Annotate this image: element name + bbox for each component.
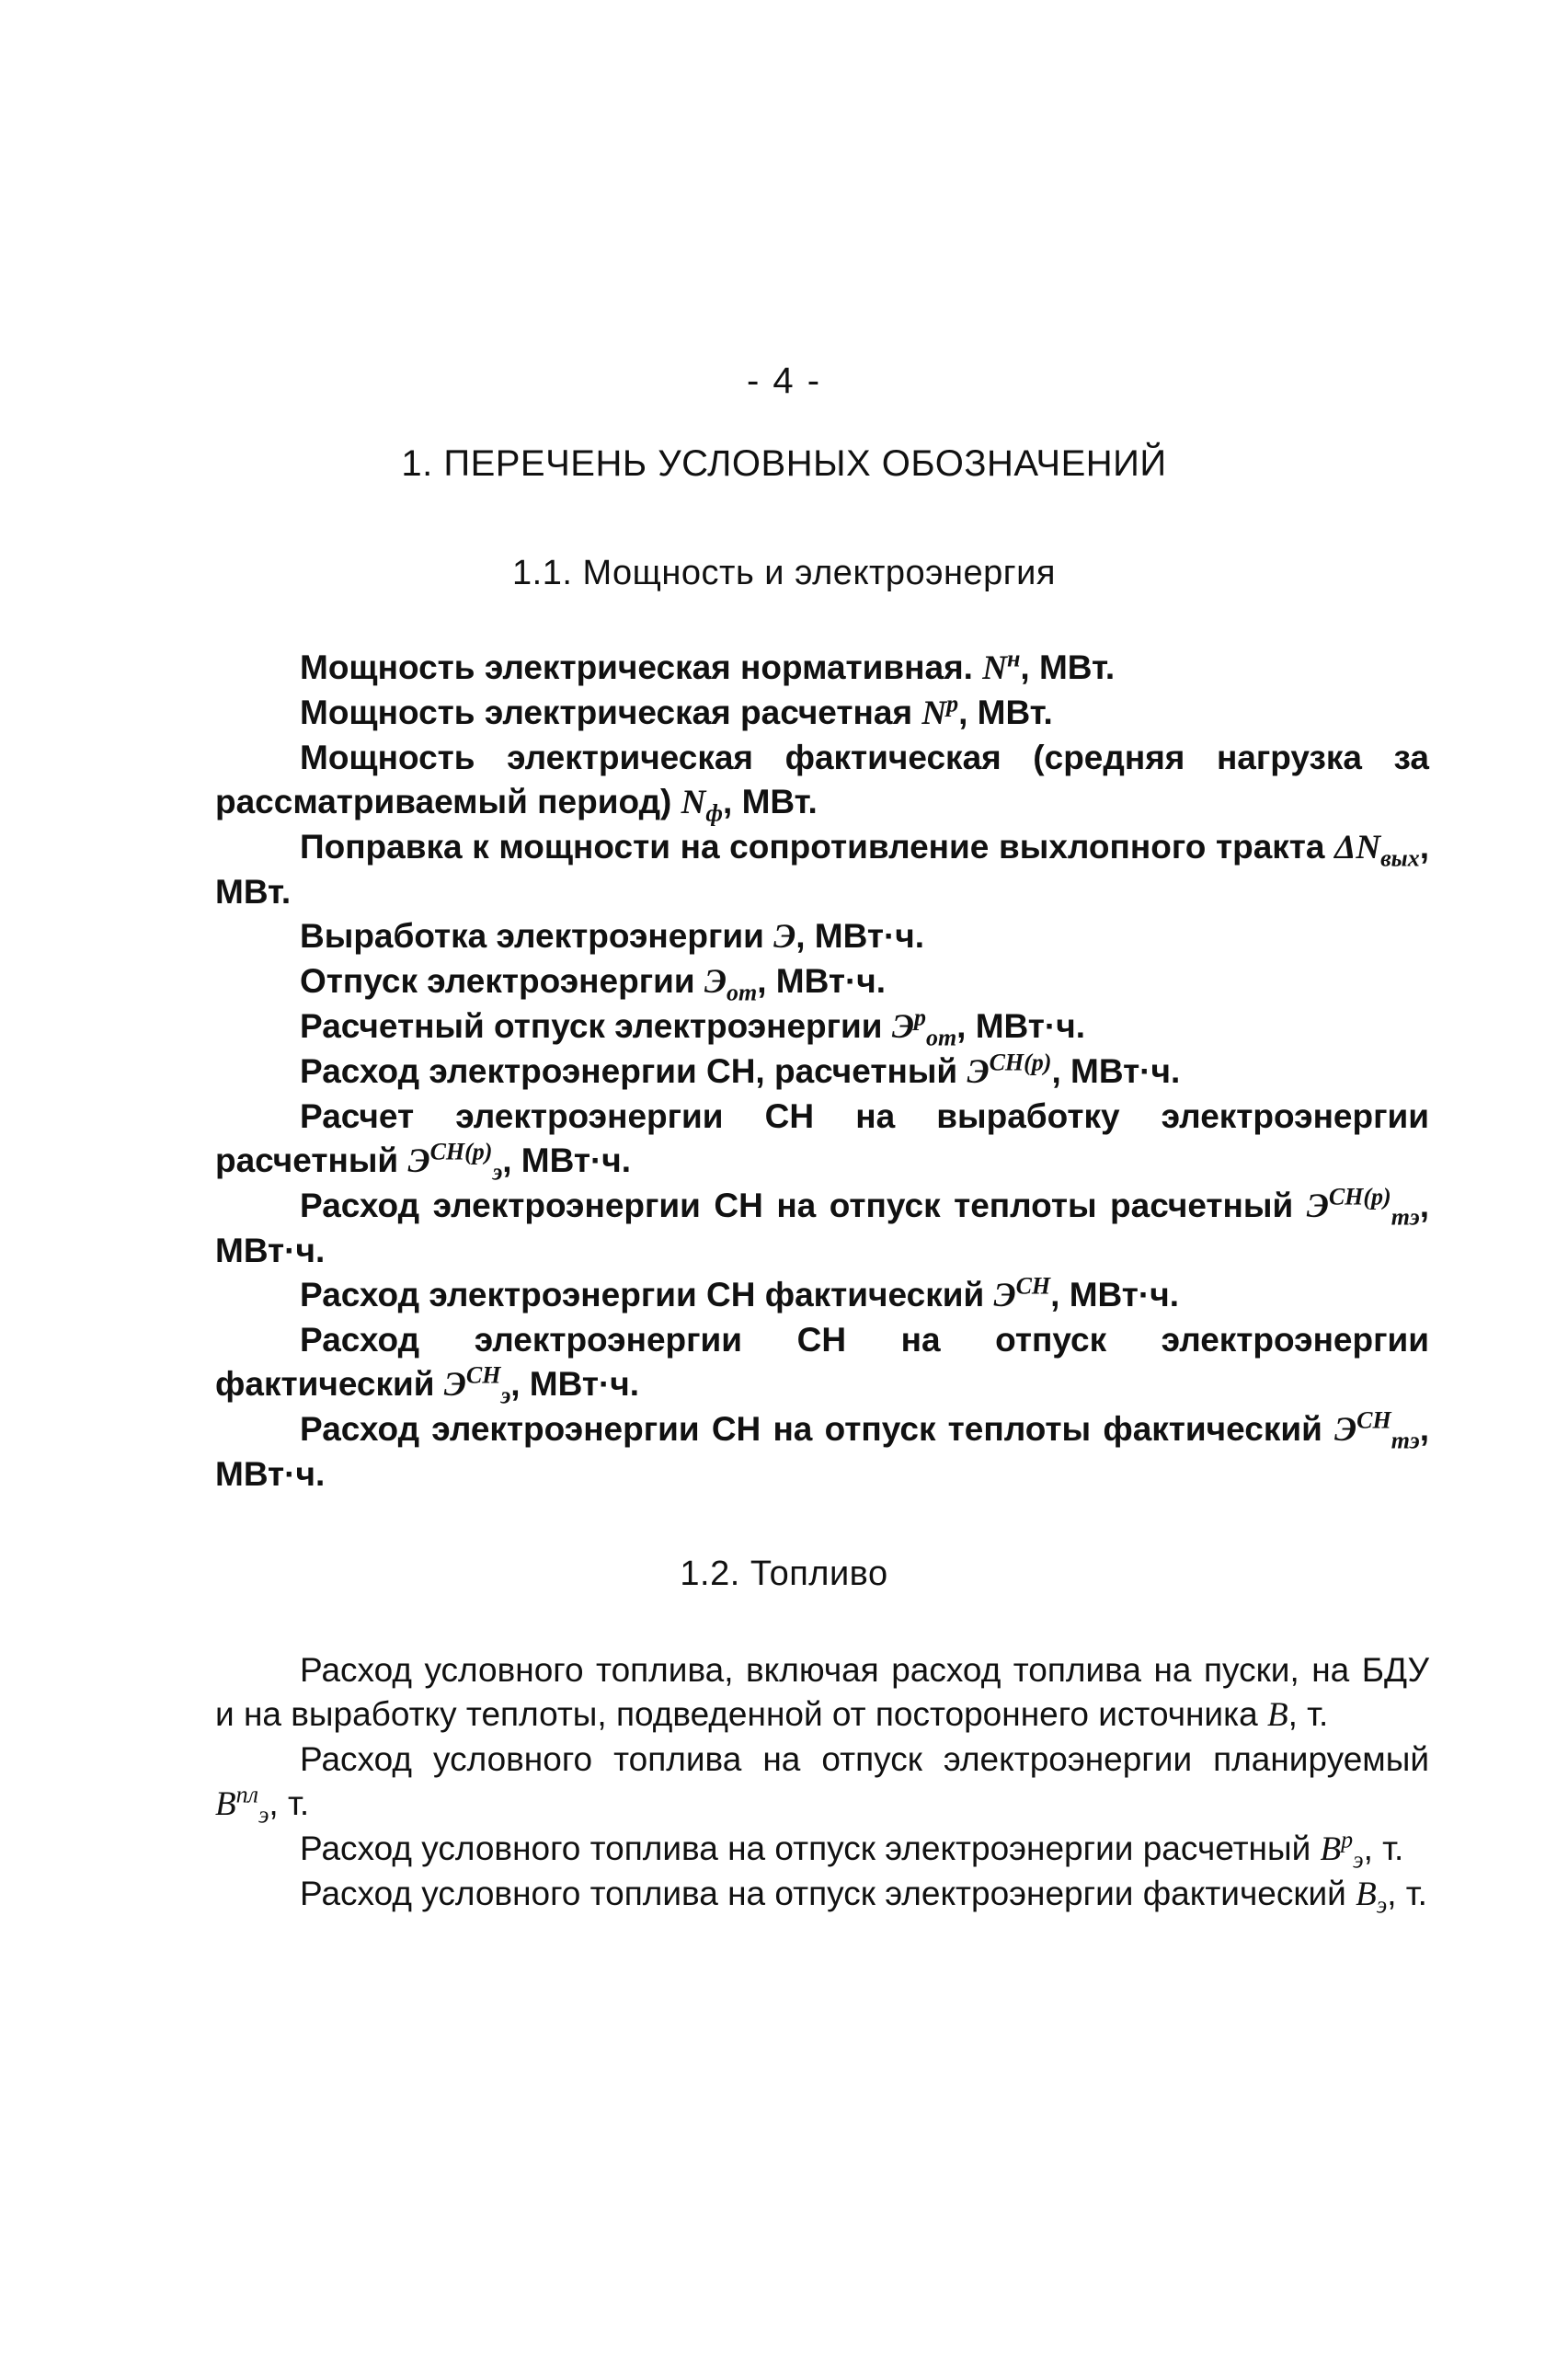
notation-item [215, 825, 1429, 914]
notation-unit: , МВт·ч. [1051, 1052, 1181, 1090]
notation-unit: , т. [1288, 1695, 1329, 1733]
notation-symbol [1334, 829, 1420, 872]
symbol-superscript: СН(р) [429, 1138, 493, 1165]
notation-symbol [1334, 1406, 1420, 1454]
notation-description: Мощность электрическая фактическая (средняя нагрузка за рассматриваемый период) [215, 739, 1429, 820]
notation-item [215, 1050, 1429, 1095]
symbol-superscript: р [913, 1004, 926, 1031]
symbol-base: Э [967, 1053, 990, 1091]
notation-unit: , МВт·ч. [757, 962, 887, 1000]
symbol-base: Э [773, 918, 796, 956]
notation-unit: , МВт. [215, 828, 1429, 911]
symbol-superscript: р [1341, 1826, 1354, 1853]
notation-description: Расход условного топлива, включая расход топлива на пуски, на БДУ и на выработку теплоты, подведенной от постороннего источника [215, 1651, 1429, 1733]
notation-item [215, 1184, 1429, 1273]
symbol-base: Э [704, 963, 727, 1001]
notation-unit: , МВт·ч. [1050, 1276, 1179, 1313]
notation-description: Расход электроэнергии СН на отпуск теплоты фактический [300, 1410, 1322, 1448]
notation-description: Расход условного топлива на отпуск электроэнергии планируемый [300, 1740, 1429, 1778]
notation-symbol [921, 690, 959, 732]
notation-symbol [681, 784, 724, 827]
notation-item [215, 1872, 1429, 1917]
notation-item [215, 1407, 1429, 1497]
symbol-subscript: от [726, 979, 758, 1006]
symbol-subscript: э [500, 1382, 511, 1409]
notation-item [215, 1095, 1429, 1184]
symbol-superscript: пл [235, 1781, 258, 1808]
symbol-base: В [1266, 1696, 1288, 1734]
notation-symbol [1267, 1696, 1288, 1734]
notation-symbol [773, 918, 795, 956]
notation-unit: , МВт·ч. [956, 1007, 1085, 1045]
notation-unit: , МВт·ч. [510, 1365, 640, 1403]
notation-description: Расход условного топлива на отпуск электроэнергии фактический [300, 1875, 1346, 1912]
notation-symbol [982, 645, 1021, 687]
symbol-base: В [1356, 1875, 1377, 1913]
notation-item [215, 1648, 1429, 1738]
notation-list-power [215, 646, 1429, 1497]
notation-description: Поправка к мощности на сопротивление выхлопного тракта [300, 828, 1325, 866]
symbol-base: N [921, 694, 947, 732]
notation-unit: , МВт. [1020, 648, 1116, 686]
symbol-base: Э [443, 1366, 466, 1404]
notation-item [215, 1738, 1429, 1827]
symbol-superscript: СН [465, 1361, 501, 1389]
notation-symbol [993, 1272, 1051, 1314]
section-heading-power: 1.1. Мощность и электроэнергия [512, 554, 1056, 592]
notation-item [215, 1827, 1429, 1872]
notation-symbol [407, 1138, 503, 1186]
symbol-subscript: ф [705, 799, 724, 827]
notation-description: Расход электроэнергии СН фактический [300, 1276, 985, 1313]
symbol-base: Э [407, 1142, 430, 1180]
notation-description: Расход электроэнергии СН на отпуск теплоты расчетный [300, 1187, 1294, 1224]
symbol-subscript: э [1353, 1846, 1364, 1874]
symbol-base: ΔN [1334, 829, 1381, 866]
symbol-base: В [1320, 1830, 1342, 1868]
symbol-superscript: СН(р) [989, 1049, 1052, 1076]
symbol-base: N [982, 649, 1007, 687]
symbol-subscript: э [1376, 1891, 1388, 1919]
notation-symbol [1306, 1183, 1420, 1231]
notation-symbol [1356, 1875, 1388, 1919]
symbol-subscript: тэ [1391, 1203, 1420, 1231]
notation-unit: , МВт·ч. [795, 917, 925, 955]
symbol-superscript: СН [1015, 1272, 1051, 1300]
notation-description: Мощность электрическая нормативная. [300, 648, 973, 686]
section-heading-fuel: 1.2. Топливо [680, 1554, 888, 1593]
notation-symbol [704, 963, 758, 1006]
notation-item [215, 646, 1429, 691]
symbol-base: Э [1306, 1187, 1329, 1225]
notation-item [215, 959, 1429, 1004]
symbol-subscript: э [492, 1158, 503, 1186]
notation-symbol [215, 1781, 269, 1829]
notation-description: Выработка электроэнергии [300, 917, 764, 955]
notation-unit: , т. [1363, 1830, 1404, 1867]
notation-description: Расход условного топлива на отпуск электроэнергии расчетный [300, 1830, 1311, 1867]
symbol-subscript: тэ [1391, 1427, 1420, 1454]
symbol-superscript: н [1006, 645, 1021, 672]
symbol-base: Э [1334, 1411, 1357, 1449]
notation-unit: , МВт. [958, 694, 1053, 731]
notation-symbol [891, 1004, 957, 1051]
notation-unit: , МВт·ч. [502, 1141, 632, 1179]
symbol-base: Э [993, 1277, 1016, 1314]
notation-description: Расчетный отпуск электроэнергии [300, 1007, 883, 1045]
symbol-superscript: СН [1356, 1406, 1391, 1434]
symbol-subscript: вых [1380, 844, 1420, 872]
symbol-base: N [681, 784, 706, 821]
notation-unit: , МВт·ч. [215, 1410, 1429, 1493]
notation-unit: , т. [269, 1784, 310, 1822]
notation-item [215, 736, 1429, 825]
notation-description: Расчет электроэнергии СН на выработку электроэнергии расчетный [215, 1097, 1429, 1179]
symbol-base: В [215, 1785, 236, 1823]
notation-list-fuel [215, 1648, 1429, 1917]
document-title: 1. ПЕРЕЧЕНЬ УСЛОВНЫХ ОБОЗНАЧЕНИЙ [401, 443, 1167, 484]
notation-unit: , МВт. [723, 783, 818, 820]
symbol-subscript: э [258, 1801, 269, 1829]
symbol-superscript: СН(р) [1328, 1183, 1391, 1210]
notation-item [215, 691, 1429, 736]
notation-description: Расход электроэнергии СН на отпуск электроэнергии фактический [215, 1321, 1429, 1403]
symbol-subscript: от [925, 1024, 957, 1051]
notation-unit: , т. [1387, 1875, 1427, 1912]
notation-item [215, 1318, 1429, 1407]
notation-item [215, 1004, 1429, 1050]
symbol-base: Э [891, 1008, 914, 1046]
notation-item [215, 914, 1429, 959]
notation-description: Отпуск электроэнергии [300, 962, 695, 1000]
notation-item [215, 1273, 1429, 1318]
notation-description: Мощность электрическая расчетная [300, 694, 913, 731]
notation-description: Расход электроэнергии СН, расчетный [300, 1052, 958, 1090]
notation-symbol [443, 1361, 511, 1409]
notation-symbol [967, 1049, 1052, 1091]
notation-unit: , МВт·ч. [215, 1187, 1429, 1269]
notation-symbol [1320, 1826, 1364, 1874]
page-number: - 4 - [746, 361, 822, 401]
symbol-superscript: р [946, 690, 959, 717]
